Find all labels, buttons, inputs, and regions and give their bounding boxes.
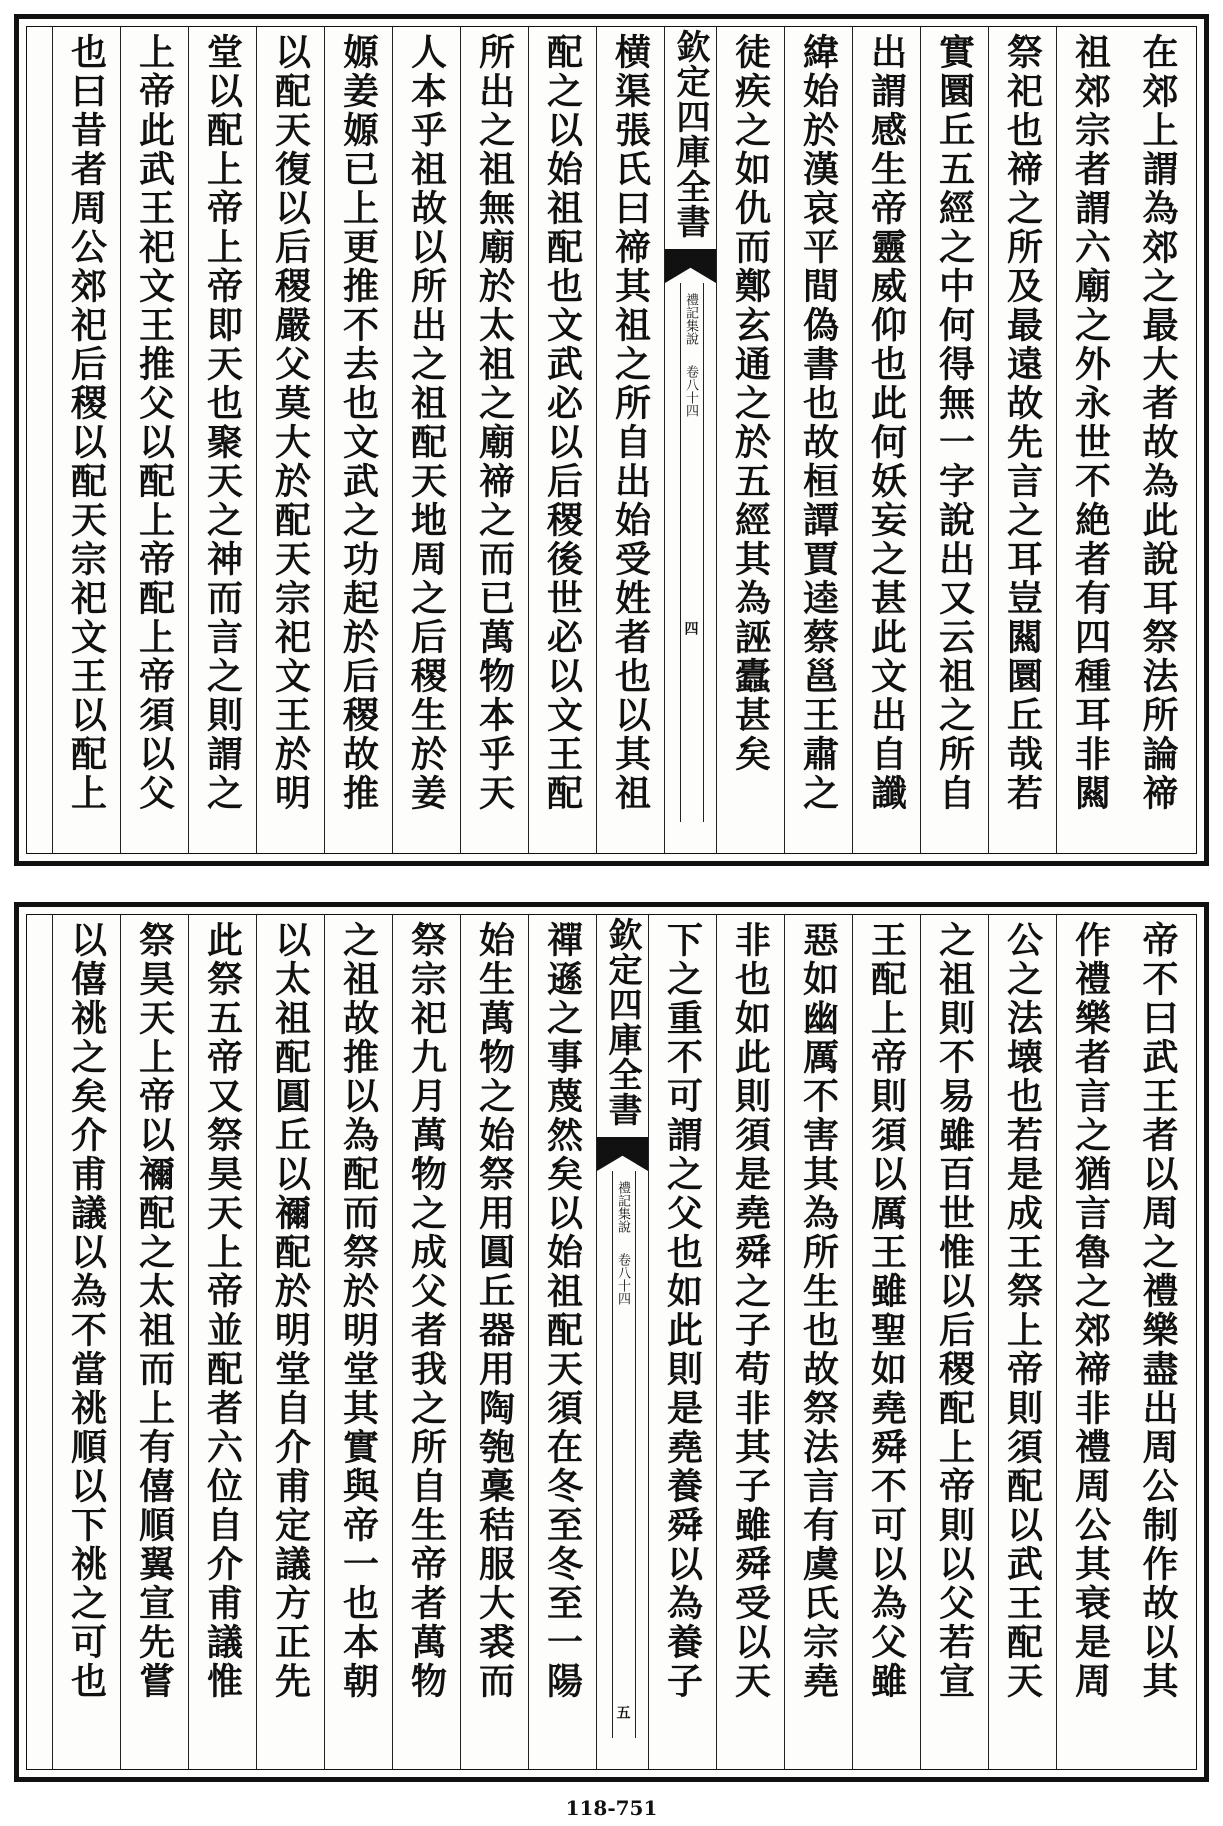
column-text: 祭祀也禘之所及最遠故先言之耳豈闗圜丘哉若 (1001, 33, 1044, 813)
text-column (392, 27, 460, 853)
text-column (716, 27, 784, 853)
book-title (597, 1181, 648, 1233)
text-column (852, 915, 920, 1769)
book-title-text: 禮記集說 (683, 293, 698, 345)
volume-number (597, 1253, 648, 1305)
page-number-footer: 118-751 (565, 1796, 658, 1820)
text-column (256, 27, 324, 853)
text-column (852, 27, 920, 853)
text-column (188, 915, 256, 1769)
text-column (120, 27, 188, 853)
fishtail-mark (597, 1137, 648, 1171)
column-text: 上帝此武王祀文王推父以配上帝配上帝須以父 (133, 33, 176, 813)
column-text: 下之重不可謂之父也如此則是堯養舜以為養子 (661, 921, 704, 1701)
fishtail-mark (665, 249, 716, 283)
text-column (460, 915, 528, 1769)
column-text: 嫄姜嫄已上更推不去也文武之功起於后稷故推 (337, 33, 380, 813)
text-column (528, 27, 596, 853)
column-text: 配之以始祖配也文武必以后稷後世必以文王配 (541, 33, 584, 813)
column-text: 也曰昔者周公郊祀后稷以配天宗祀文王以配上 (65, 33, 108, 813)
column-text: 作禮樂者言之猶言魯之郊禘非禮周公其衰是周 (1069, 921, 1112, 1701)
text-column (52, 915, 120, 1769)
text-column (256, 915, 324, 1769)
column-text: 王配上帝則須以厲王雖聖如堯舜不可以為父雖 (865, 921, 908, 1701)
text-column (324, 915, 392, 1769)
column-text: 出謂感生帝靈威仰也此何妖妄之甚此文出自讖 (865, 33, 908, 813)
leaf-number (665, 621, 716, 635)
column-text: 之祖則不易雖百世惟以后稷配上帝則以父若宣 (933, 921, 976, 1701)
text-column (1056, 915, 1124, 1769)
text-column (392, 915, 460, 1769)
column-text: 以僖祧之矣介甫議以為不當祧順以下祧之可也 (65, 921, 108, 1701)
text-column (920, 915, 988, 1769)
collection-title (597, 917, 648, 1127)
column-text: 帝不曰武王者以周之禮樂盡出周公制作故以其 (1137, 921, 1179, 1701)
volume-number (665, 365, 716, 417)
center-fold-strip (664, 27, 716, 853)
text-column (648, 915, 716, 1769)
text-column (1124, 915, 1192, 1769)
leaf-number (597, 1705, 648, 1719)
column-text: 祭宗祀九月萬物之成父者我之所自生帝者萬物 (405, 921, 448, 1701)
text-column (528, 915, 596, 1769)
text-column (52, 27, 120, 853)
column-text: 非也如此則須是堯舜之子苟非其子雖舜受以天 (729, 921, 772, 1701)
column-text: 惡如幽厲不害其為所生也故祭法言有虞氏宗堯 (797, 921, 840, 1701)
column-text: 在郊上謂為郊之最大者故為此說耳祭法所論禘 (1137, 33, 1179, 813)
lower-page-frame (26, 914, 1197, 1770)
column-text: 以太祖配圓丘以禰配於明堂自介甫定議方正先 (269, 921, 312, 1701)
column-text: 實圜丘五經之中何得無一字說出又云祖之所自 (933, 33, 976, 813)
column-text: 公之法壊也若是成王祭上帝則須配以武王配天 (1001, 921, 1044, 1701)
text-column (188, 27, 256, 853)
lower-page (14, 902, 1209, 1782)
book-title-text: 禮記集說 (615, 1181, 630, 1233)
text-column (1124, 27, 1192, 853)
leaf-number-text: 四 (682, 621, 699, 635)
upper-page-frame (26, 26, 1197, 854)
text-column (596, 27, 664, 853)
volume-number-text: 卷八十四 (683, 365, 698, 417)
collection-title (665, 29, 716, 239)
column-text: 此祭五帝又祭昊天上帝並配者六位自介甫議惟 (201, 921, 244, 1701)
column-text: 人本乎祖故以所出之祖配天地周之后稷生於姜 (405, 33, 448, 813)
column-text: 緯始於漢哀平間偽書也故桓譚賈逵蔡邕王肅之 (797, 33, 840, 813)
upper-page (14, 14, 1209, 866)
text-column (988, 915, 1056, 1769)
book-title (665, 293, 716, 345)
text-column (716, 915, 784, 1769)
text-column (120, 915, 188, 1769)
column-text: 横渠張氏曰禘其祖之所自出始受姓者也以其祖 (609, 33, 652, 813)
column-text: 以配天復以后稷嚴父莫大於配天宗祀文王於明 (269, 33, 312, 813)
column-text: 始生萬物之始祭用圓丘器用陶匏稾秸服大裘而 (473, 921, 516, 1701)
column-text: 之祖故推以為配而祭於明堂其實與帝一也本朝 (337, 921, 380, 1701)
column-text: 堂以配上帝上帝即天也聚天之神而言之則謂之 (201, 33, 244, 813)
text-column (324, 27, 392, 853)
volume-number-text: 卷八十四 (615, 1253, 630, 1305)
column-text: 禪遜之事蔑然矣以始祖配天須在冬至冬至一陽 (541, 921, 584, 1701)
collection-title-text: 欽定四庫全書 (602, 917, 642, 1127)
center-fold-strip (596, 915, 648, 1769)
column-text: 所出之祖無廟於太祖之廟禘之而已萬物本乎天 (473, 33, 516, 813)
text-column (920, 27, 988, 853)
center-rule (680, 283, 704, 822)
collection-title-text: 欽定四庫全書 (670, 29, 710, 239)
text-column (460, 27, 528, 853)
text-column (784, 915, 852, 1769)
column-text: 徒疾之如仇而鄭玄通之於五經其為誣蠹甚矣 (729, 33, 772, 774)
column-text: 祖郊宗者謂六廟之外永世不絶者有四種耳非闗 (1069, 33, 1112, 813)
text-column (988, 27, 1056, 853)
leaf-number-text: 五 (614, 1705, 631, 1719)
text-column (1056, 27, 1124, 853)
column-text: 祭昊天上帝以禰配之太祖而上有僖順翼宣先嘗 (133, 921, 176, 1701)
text-column (784, 27, 852, 853)
